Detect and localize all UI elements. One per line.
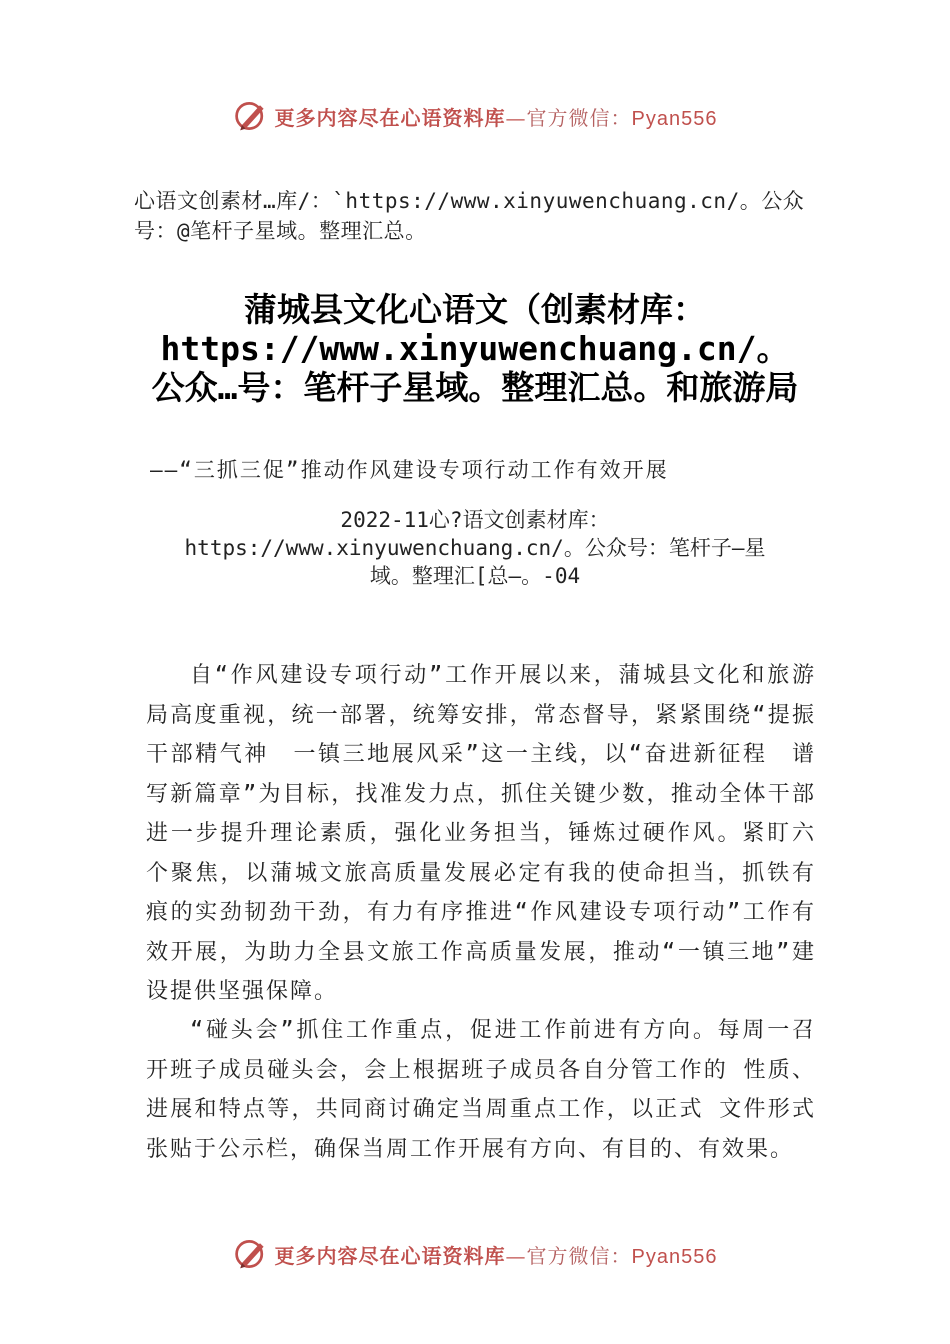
header-source-line: 心语文创素材…库/：`https://www.xinyuwenchuang.cn/。公众号：@笔杆子星域。整理汇总。 — [134, 189, 805, 243]
paragraph-2: “碰头会”抓住工作重点，促进工作前进有方向。每周一召开班子成员碰头会，会上根据班子成员各自分管工作的 性质、进展和特点等，共同商讨确定当周重点工作，以正式 文件形式张贴于公示栏，确保当周工作开展有方向、有目的、有效果。 — [146, 1018, 816, 1162]
banner-dash: — — [505, 105, 527, 130]
banner-text — [275, 1240, 718, 1269]
bottom-banner — [0, 1232, 950, 1276]
paragraph-1: 自“作风建设专项行动”工作开展以来，蒲城县文化和旅游局高度重视，统一部署，统筹安排，常态督导，紧紧围绕“提振干部精气神 一镇三地展风采”这一主线，以“奋进新征程 谱写新篇章”为目标，找准发力点，抓住关键少数，推动全体干部进一步提升理论素质，强化业务担当，锤炼过硬作风。紧盯六个聚焦，以蒲城文旅高质量发展必定有我的使命担当，抓铁有痕的实劲韧劲干劲，有力有序推进“作风建设专项行动”工作有效开展，为助力全县文旅工作高质量发展，推动“一镇三地”建设提供坚强保障。 — [146, 663, 816, 1004]
document-date: 2022-11心?语文创素材库：https://www.xinyuwenchuang.cn/。公众号：笔杆子—星域。整理汇[总—。-04 — [184, 508, 766, 588]
top-banner — [0, 94, 950, 138]
pen-logo-icon — [233, 98, 269, 134]
banner-text — [275, 102, 718, 131]
banner-wechat-label: 官方微信： — [526, 1243, 632, 1268]
pen-logo-icon — [233, 1236, 269, 1272]
document-title: 蒲城县文化心语文（创素材库：https://www.xinyuwenchuang.cn/。公众…号：笔杆子星域。整理汇总。和旅游局 — [151, 290, 799, 407]
banner-wechat-id: Pyan556 — [631, 107, 718, 130]
banner-wechat-id: Pyan556 — [631, 1245, 718, 1268]
banner-dash: — — [505, 1243, 527, 1268]
banner-main-text: 更多内容尽在心语资料库 — [274, 105, 506, 130]
document-subtitle: ——“三抓三促”推动作风建设专项行动工作有效开展 — [150, 458, 669, 482]
banner-content — [233, 98, 718, 134]
banner-wechat-label: 官方微信： — [526, 105, 632, 130]
banner-main-text: 更多内容尽在心语资料库 — [274, 1243, 506, 1268]
banner-content — [233, 1236, 718, 1272]
